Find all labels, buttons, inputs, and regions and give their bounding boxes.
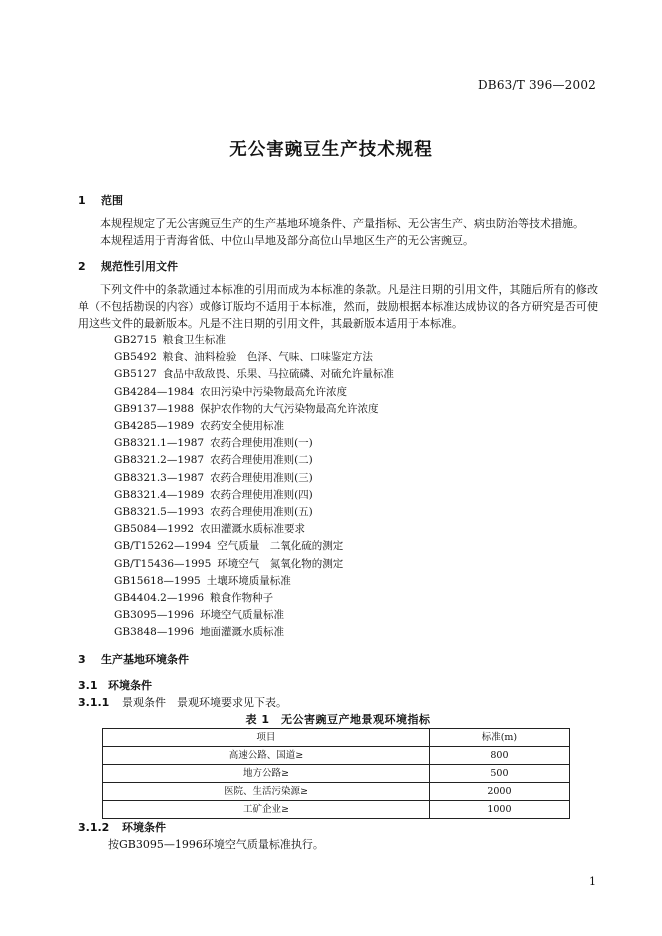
section-number: 1 — [78, 194, 86, 207]
table-header-cell: 标准(m) — [429, 728, 569, 746]
section-heading-scope — [78, 192, 598, 209]
reference-item: GB3848—1996 地面灌溉水质标准 — [114, 626, 285, 639]
table-cell: 工矿企业≥ — [103, 800, 430, 818]
table-cell: 地方公路≥ — [103, 764, 430, 782]
section-title: 生产基地环境条件 — [101, 652, 189, 666]
section-number: 2 — [78, 260, 86, 273]
table-row — [103, 800, 570, 818]
reference-item: GB9137—1988 保护农作物的大气污染物最高允许浓度 — [114, 402, 379, 415]
subsection-number: 3.1.2 — [78, 820, 110, 834]
table-row — [103, 782, 570, 800]
document-title: 无公害豌豆生产技术规程 — [229, 140, 433, 160]
table-cell: 医院、生活污染源≥ — [103, 782, 430, 800]
subsection-heading-3-1-2 — [78, 819, 598, 836]
table-cell: 1000 — [429, 800, 569, 818]
references-intro: 下列文件中的条款通过本标准的引用而成为本标准的条款。凡是注日期的引用文件，其随后所有的修改单（不包括勘误的内容）或修订版均不适用于本标准，然而，鼓励根据本标准达成协议的各方研究是否可使用这些文件的最新版本。凡是不注日期的引用文件，其最新版本适用于本标准。 — [78, 283, 598, 330]
table-header-row — [103, 728, 570, 746]
document-code: DB63/T 396—2002 — [477, 78, 596, 92]
reference-item: GB8321.2—1987 农药合理使用准则(二) — [114, 454, 313, 467]
reference-item: GB15618—1995 土壤环境质量标准 — [114, 574, 291, 587]
section-title: 规范性引用文件 — [101, 260, 178, 273]
reference-item: GB/T15436—1995 环境空气 氮氧化物的测定 — [114, 557, 344, 570]
table-cell: 2000 — [429, 782, 569, 800]
reference-item: GB5084—1992 农田灌溉水质标准要求 — [114, 523, 306, 536]
subsection-title: 环境条件 — [122, 820, 166, 834]
section-title: 范围 — [101, 194, 123, 207]
clause-3-1-1 — [78, 694, 598, 711]
reference-item: GB4404.2—1996 粮食作物种子 — [114, 592, 274, 605]
page-number: 1 — [589, 875, 596, 888]
reference-item: GB8321.3—1987 农药合理使用准则(三) — [114, 471, 313, 484]
reference-item: GB5492 粮食、油料检验 色泽、气味、口味鉴定方法 — [114, 351, 373, 364]
table-cell: 800 — [429, 746, 569, 764]
document-body — [78, 192, 598, 853]
reference-item: GB5127 食品中敌敌畏、乐果、马拉硫磷、对硫允许量标准 — [114, 368, 394, 381]
section-heading-references — [78, 258, 598, 275]
reference-item: GB/T15262—1994 空气质量 二氧化硫的测定 — [114, 540, 344, 553]
subsection-number: 3.1 — [78, 678, 98, 692]
table-header-cell: 项目 — [103, 728, 430, 746]
reference-item: GB8321.4—1989 农药合理使用准则(四) — [114, 488, 313, 501]
table-row — [103, 764, 570, 782]
table-caption: 表 1 无公害豌豆产地景观环境指标 — [245, 712, 431, 726]
clause-text: 景观条件 景观环境要求见下表。 — [122, 695, 287, 709]
reference-item: GB4285—1989 农药安全使用标准 — [114, 420, 285, 433]
section-number: 3 — [78, 652, 86, 666]
reference-item: GB8321.1—1987 农药合理使用准则(一) — [114, 437, 313, 450]
reference-item: GB4284—1984 农田污染中污染物最高允许浓度 — [114, 385, 348, 398]
table-row — [103, 746, 570, 764]
subsection-heading-3-1 — [78, 677, 598, 694]
section-heading-environment — [78, 651, 598, 668]
subsection-title: 环境条件 — [108, 678, 152, 692]
reference-list — [78, 332, 598, 642]
table-cell: 500 — [429, 764, 569, 782]
landscape-index-table — [102, 728, 570, 819]
reference-item: GB8321.5—1993 农药合理使用准则(五) — [114, 506, 313, 519]
clause-3-1-2-text: 按GB3095—1996环境空气质量标准执行。 — [108, 837, 324, 851]
scope-paragraph-1: 本规程规定了无公害豌豆生产的生产基地环境条件、产量指标、无公害生产、病虫防治等技术措施。 — [100, 217, 584, 230]
reference-item: GB2715 粮食卫生标准 — [114, 334, 226, 346]
scope-paragraph-2: 本规程适用于青海省低、中位山旱地及部分高位山旱地区生产的无公害豌豆。 — [100, 234, 474, 247]
reference-item: GB3095—1996 环境空气质量标准 — [114, 609, 285, 622]
table-cell: 高速公路、国道≥ — [103, 746, 430, 764]
clause-number: 3.1.1 — [78, 695, 110, 709]
